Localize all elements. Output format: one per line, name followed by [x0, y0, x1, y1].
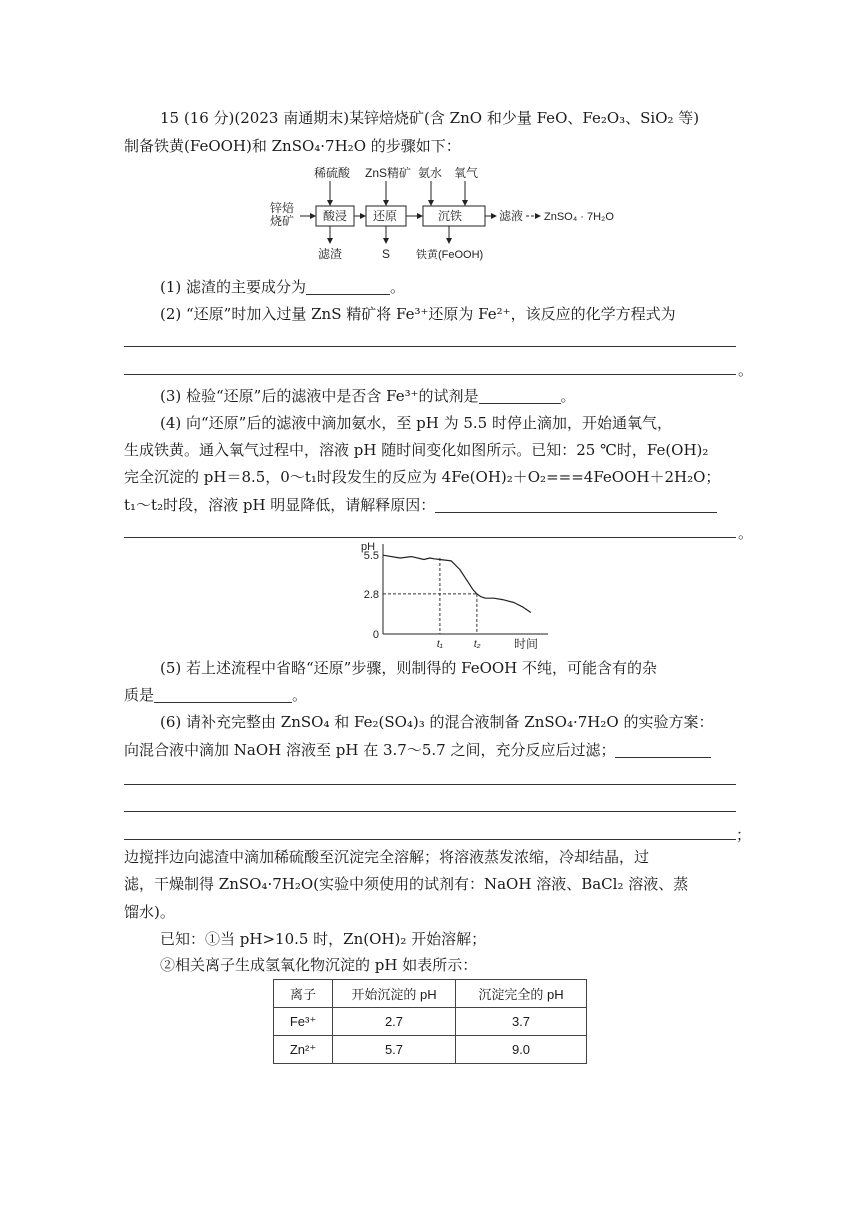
question-4-l1: (4) 向“还原”后的滤液中滴加氨水，至 pH 为 5.5 时停止滴加，开始通氧气，: [160, 414, 672, 432]
output-feooh: 铁黄(FeOOH): [416, 249, 484, 261]
ion-ph-table: [273, 979, 587, 1064]
table-header: 沉淀完全的 pH: [456, 980, 587, 1008]
question-5-l2: 质是 。: [124, 686, 308, 704]
reagent-zns: ZnS精矿: [365, 166, 412, 180]
answer-line-2a[interactable]: [124, 346, 736, 347]
answer-blank-4a[interactable]: [435, 496, 717, 513]
question-2-end: 。: [738, 361, 754, 379]
step-reduce: 还原: [373, 209, 398, 223]
filtrate-label: 滤液: [499, 209, 524, 223]
question-6-l2: 向混合液中滴加 NaOH 溶液至 pH 在 3.7～5.7 之间，充分反应后过滤；: [124, 739, 736, 761]
question-6-l5: 馏水)。: [124, 903, 175, 921]
x-axis-label: 时间: [514, 637, 539, 651]
question-6-l3: 边搅拌边向滤渣中滴加稀硫酸至沉淀完全溶解；将溶液蒸发浓缩，冷却结晶，过: [124, 848, 650, 866]
question-1: (1) 滤渣的主要成分为 。: [160, 278, 406, 296]
question-header: 15 (16 分)(2023 南通期末)某锌焙烧矿(含 ZnO 和少量 FeO、Fe₂O₃、SiO₂ 等): [160, 109, 700, 127]
y-tick-label: 2.8: [363, 588, 379, 601]
known-2: ②相关离子生成氢氧化物沉淀的 pH 如表所示：: [160, 956, 478, 974]
input-ore-l1: 锌焙: [270, 201, 295, 215]
step-iron-precip: 沉铁: [438, 209, 463, 223]
x-tick-t2: t₂: [473, 639, 481, 650]
process-flow-diagram: [268, 164, 668, 264]
table-cell: 5.7: [333, 1036, 456, 1064]
reagent-ammonia: 氨水: [418, 166, 443, 180]
x-tick-t1: t₁: [436, 639, 443, 650]
question-4-l4: t₁～t₂时段，溶液 pH 明显降低，请解释原因：: [124, 494, 736, 516]
table-header: 开始沉淀的 pH: [333, 980, 456, 1008]
question-2: (2) “还原”时加入过量 ZnS 精矿将 Fe³⁺还原为 Fe²⁺，该反应的化学方程式为: [160, 305, 676, 323]
y-tick-label: 5.5: [363, 550, 379, 563]
answer-line-2b[interactable]: [124, 374, 736, 375]
answer-blank-3[interactable]: [479, 387, 561, 404]
table-cell: 9.0: [456, 1036, 587, 1064]
reagent-sulfuric-acid: 稀硫酸: [314, 166, 351, 180]
question-6-l1: (6) 请补充完整由 ZnSO₄ 和 Fe₂(SO₄)₃ 的混合液制备 ZnSO₄·7H₂O 的实验方案：: [160, 713, 714, 731]
question-6-semicolon: ；: [736, 826, 752, 844]
question-4-end: 。: [738, 524, 754, 542]
output-residue: 滤渣: [318, 247, 343, 261]
answer-line-6d[interactable]: [124, 839, 736, 840]
ph-time-chart: [355, 542, 555, 652]
question-5-l1: (5) 若上述流程中省略“还原”步骤，则制得的 FeOOH 不纯，可能含有的杂: [160, 659, 658, 677]
answer-blank-5[interactable]: [154, 686, 292, 703]
reagent-oxygen: 氧气: [454, 166, 479, 180]
table-cell: Zn²⁺: [274, 1036, 333, 1064]
table-header: 离子: [274, 980, 333, 1008]
question-4-l3: 完全沉淀的 pH＝8.5，0～t₁时段发生的反应为 4Fe(OH)₂＋O₂===4FeOOH＋2H₂O；: [124, 468, 721, 486]
answer-line-4b[interactable]: [124, 537, 736, 538]
output-sulfur: S: [382, 247, 391, 261]
ph-curve: [383, 555, 531, 612]
y-tick-label: 0: [372, 629, 379, 641]
answer-line-6c[interactable]: [124, 811, 736, 812]
table-cell: 3.7: [456, 1008, 587, 1036]
table-row: [274, 1008, 587, 1036]
question-3: (3) 检验“还原”后的滤液中是否含 Fe³⁺的试剂是 。: [160, 387, 576, 405]
question-4-l2: 生成铁黄。通入氧气过程中，溶液 pH 随时间变化如图所示。已知：25 ℃时，Fe(OH)₂: [124, 441, 709, 459]
question-6-l4: 滤，干燥制得 ZnSO₄·7H₂O(实验中须使用的试剂有：NaOH 溶液、BaCl₂ 溶液、蒸: [124, 875, 689, 893]
table-header-row: [274, 980, 587, 1008]
known-1: 已知：①当 pH>10.5 时，Zn(OH)₂ 开始溶解；: [160, 930, 487, 948]
answer-blank-6a[interactable]: [615, 741, 711, 758]
y-axis-label: pH: [361, 542, 376, 553]
question-header-cont: 制备铁黄(FeOOH)和 ZnSO₄·7H₂O 的步骤如下：: [124, 137, 461, 155]
table-cell: 2.7: [333, 1008, 456, 1036]
answer-line-6b[interactable]: [124, 784, 736, 785]
step-acid-leach: 酸浸: [323, 209, 348, 223]
answer-blank-1[interactable]: [306, 278, 390, 295]
product-label: ZnSO₄ · 7H₂O: [544, 211, 614, 223]
input-ore-l2: 烧矿: [270, 214, 295, 228]
table-cell: Fe³⁺: [274, 1008, 333, 1036]
table-row: [274, 1036, 587, 1064]
